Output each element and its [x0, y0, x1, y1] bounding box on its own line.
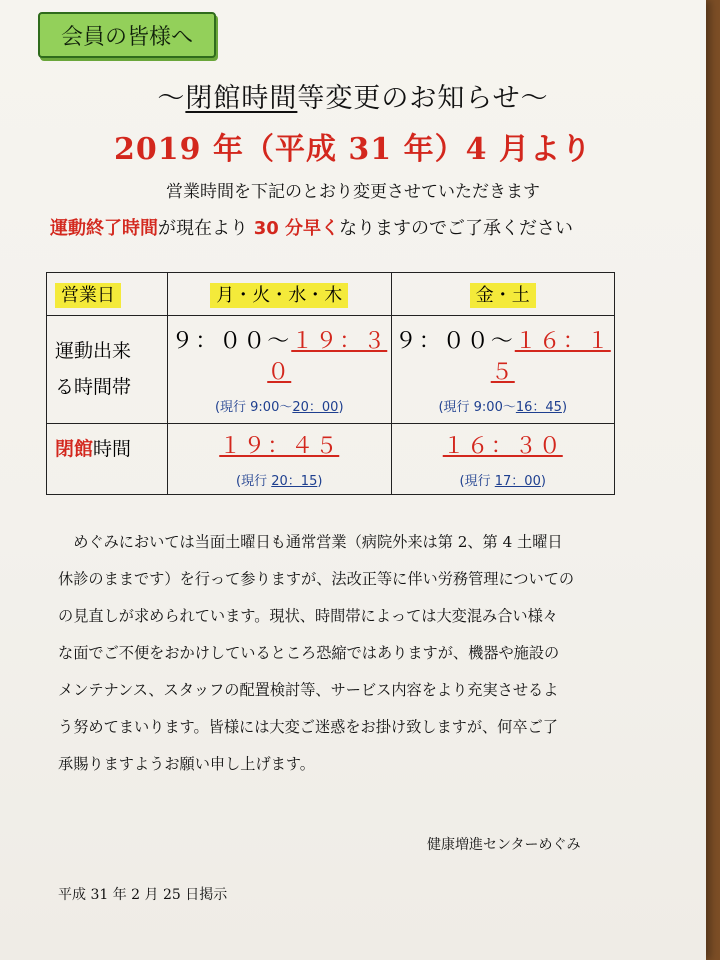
exercise-col1-start: ９：００～ [171, 328, 292, 354]
current-prefix: (現行 [236, 473, 272, 489]
exercise-col1-current [168, 396, 391, 415]
current-value: 20：15 [271, 473, 318, 489]
exercise-label-2: る時間帯 [55, 376, 132, 399]
exercise-col1-time [168, 324, 391, 386]
closing-label-red: 閉館 [55, 437, 94, 460]
exercise-col2-current [392, 396, 615, 415]
table-header-row [47, 273, 615, 316]
exercise-col2-start: ９：００～ [394, 328, 515, 354]
closing-row [47, 423, 615, 494]
exercise-label-1: 運動出来 [55, 340, 132, 363]
notice-text-4: なりますのでご了承ください [339, 218, 574, 239]
closing-col1-time: １９：４５ [219, 433, 340, 459]
exercise-col2-time [392, 324, 615, 386]
signature: 健康増進センターめぐみ [427, 837, 581, 853]
current-value: 17：00 [494, 473, 541, 489]
header-col2: 金・土 [470, 283, 536, 308]
current-value: 16：45 [515, 399, 562, 415]
notice-line [50, 214, 573, 240]
paragraph-line: な面でご不便をおかけしているところ恐縮ではありますが、機器や施設の [58, 644, 560, 662]
current-suffix: ) [338, 399, 344, 415]
paragraph-line: メンテナンス、スタッフの配置検討等、サービス内容をより充実させるよ [58, 681, 559, 699]
current-prefix: (現行 9:00～ [214, 399, 293, 415]
closing-col2-current [392, 470, 615, 489]
paragraph-line: めぐみにおいては当面土曜日も通常営業（病院外来は第 2、第 4 土曜日 [58, 533, 563, 551]
badge-text: 会員の皆様へ [60, 24, 193, 50]
closing-col1-cell [168, 423, 392, 494]
header-label-cell [47, 273, 168, 316]
header-col1-cell [168, 273, 392, 316]
closing-col1-current [168, 470, 391, 489]
notice-red-3: 30 分早く [253, 218, 340, 239]
exercise-label-cell [47, 316, 168, 424]
explanation-paragraph [58, 524, 640, 783]
exercise-row [47, 316, 615, 424]
notice-red-1: 運動終了時間 [50, 218, 158, 239]
closing-col2-cell [391, 423, 615, 494]
paragraph-line: 休診のままです）を行って参りますが、法改正等に伴い労務管理についての [58, 570, 575, 588]
header-label: 営業日 [55, 283, 121, 308]
current-suffix: ) [317, 473, 323, 489]
closing-label-cell [47, 423, 168, 494]
members-badge [38, 12, 216, 58]
paragraph-line: の見直しが求められています。現状、時間帯によっては大変混み合い様々 [58, 607, 558, 625]
effective-date: 2019 年（平成 31 年）4 月より [114, 132, 592, 167]
schedule-table [46, 272, 615, 495]
paragraph-line: 承賜りますようお願い申し上げます。 [58, 755, 315, 773]
current-value: 20：00 [292, 399, 339, 415]
title-suffix: 等変更のお知らせ～ [297, 83, 549, 114]
current-prefix: (現行 [459, 473, 495, 489]
current-suffix: ) [561, 399, 568, 415]
paragraph-line: う努めてまいります。皆様には大変ご迷惑をお掛け致しますが、何卒ご了 [58, 718, 558, 736]
intro-text: 営業時間を下記のとおり変更させていただきます [166, 182, 540, 202]
exercise-col1-cell [168, 316, 392, 424]
exercise-col1-end: １９：３０ [267, 328, 388, 385]
notice-text-2: が現在より [158, 218, 254, 239]
notice-title [0, 76, 706, 115]
header-col2-cell [391, 273, 615, 316]
exercise-col2-cell [391, 316, 615, 424]
closing-label-rest: 時間 [93, 437, 132, 460]
closing-col2-time: １６：３０ [442, 433, 563, 459]
current-suffix: ) [540, 473, 546, 489]
header-col1: 月・火・水・木 [210, 283, 348, 308]
title-prefix: ～ [157, 83, 186, 114]
posted-date: 平成 31 年 2 月 25 日掲示 [58, 887, 228, 903]
title-underlined: 閉館時間 [185, 83, 298, 114]
exercise-col2-end: １６：１５ [490, 328, 611, 385]
current-prefix: (現行 9:00～ [438, 399, 516, 415]
